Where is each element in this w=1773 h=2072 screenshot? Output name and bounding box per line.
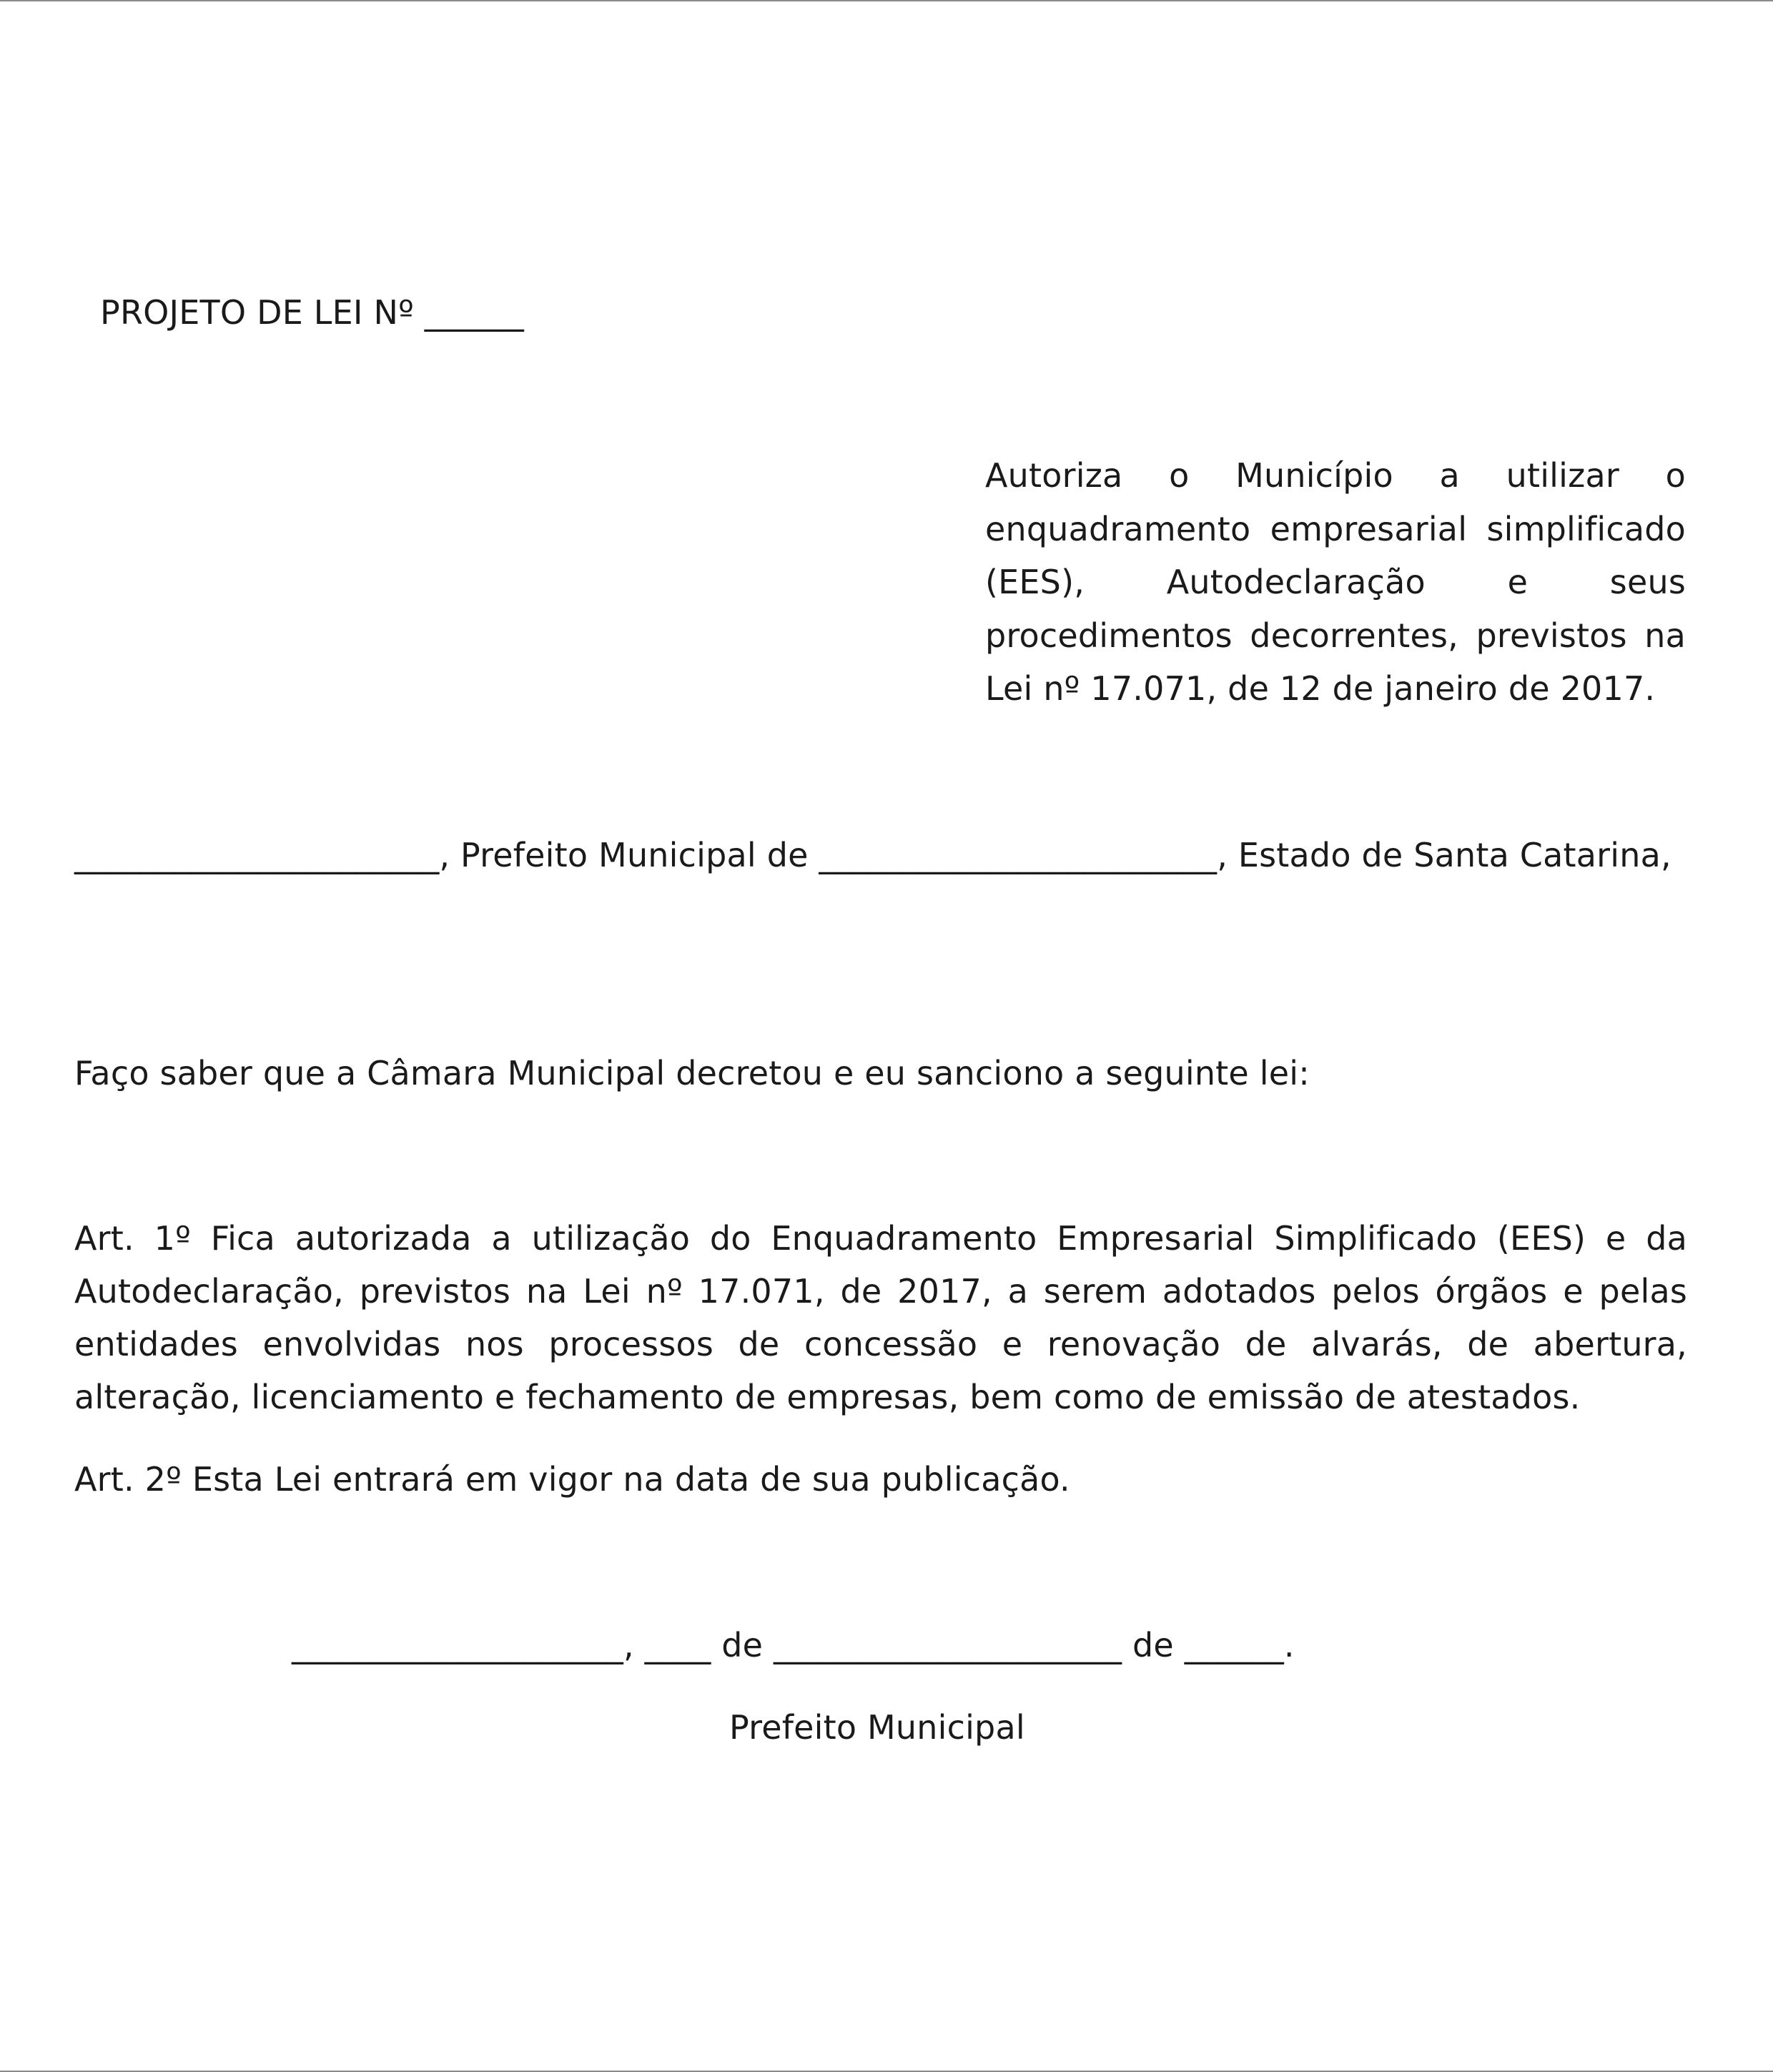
enactment-clause: Faço saber que a Câmara Municipal decretou e eu sanciono a seguinte lei: [74,1054,1310,1092]
mayor-intro-paragraph: ______________________, Prefeito Municipal de ________________________, Estado de Santa Catarina, [74,836,1671,874]
signature-label: Prefeito Municipal [729,1708,1025,1747]
bill-title: PROJETO DE LEI Nº ______ [100,293,524,332]
article-2: Art. 2º Esta Lei entrará em vigor na data de sua publicação. [74,1460,1070,1499]
date-line: ____________________, ____ de _____________________ de ______. [292,1626,1295,1664]
article-1: Art. 1º Fica autorizada a utilização do Enquadramento Empresarial Simplificado (EES) e da Autodeclaração, previstos na Lei nº 17.071, de 2017, a serem adotados pelos órgãos e pelas entidades envolvidas nos processos de concessão e renovação de alvarás, de abertura, alteração, licenciamento e fechamento de empresas, bem como de emissão de atestados. [74,1219,1687,1416]
bill-summary: Autoriza o Município a utilizar o enquadramento empresarial simplificado (EES), Autodeclaração e seus procedimentos decorrentes, previstos na Lei nº 17.071, de 12 de janeiro de 2017. [985,456,1686,708]
